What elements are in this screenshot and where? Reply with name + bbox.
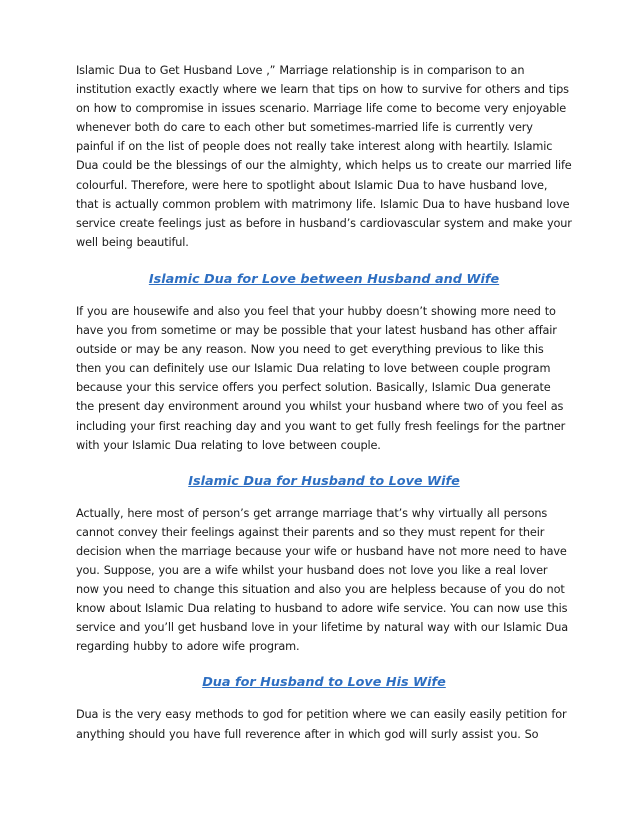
- intro-paragraph: Islamic Dua to Get Husband Love ,” Marriage relationship is in comparison to an institution exactly exactly where we learn that tips on how to survive for others and tips on how to compromise in issues scenario. Marriage life come to become very enjoyable whenever both do care to each other but sometimes-married life is currently very painful if on the list of people does not really take interest along with heartily. Islamic Dua could be the blessings of our the almighty, which helps us to create our married life colourful. Therefore, were here to spotlight about Islamic Dua to have husband love, that is actually common problem with matrimony life. Islamic Dua to have husband love service create feelings just as before in husband’s cardiovascular system and make your well being beautiful.: [76, 64, 572, 249]
- document-page: [76, 61, 572, 744]
- section-heading-husband-to-love-wife: Islamic Dua for Husband to Love Wife: [188, 473, 460, 489]
- petition-paragraph: Dua is the very easy methods to god for petition where we can easily easily petition for anything should you have full reverence after in which god will surly assist you. So: [76, 708, 567, 741]
- arrange-marriage-paragraph: Actually, here most of person’s get arrange marriage that’s why virtually all persons cannot convey their feelings against their parents and so they must repent for their decision when the marriage because your wife or husband have not more need to have you. Suppose, you are a wife whilst your husband does not love you like a real lover now you need to change this situation and also you are helpless because of you do not know about Islamic Dua relating to husband to adore wife service. You can now use this service and you’ll get husband love in your lifetime by natural way with our Islamic Dua regarding hubby to adore wife program.: [76, 506, 568, 654]
- section-heading-husband-love-his-wife: Dua for Husband to Love His Wife: [202, 675, 446, 691]
- housewife-paragraph: If you are housewife and also you feel that your hubby doesn’t showing more need to have you from sometime or may be possible that your latest husband has other affair outside or may be any reason. Now you need to get everything previous to like this then you can definitely use our Islamic Dua relating to love between couple program because your this service offers you perfect solution. Basically, Islamic Dua generate the present day environment around you whilst your husband where two of you feel as including your first reaching day and you want to get fully fresh feelings for the partner with your Islamic Dua relating to love between couple.: [76, 304, 566, 452]
- section-heading-love-between-husband-wife: Islamic Dua for Love between Husband and Wife: [148, 271, 500, 287]
